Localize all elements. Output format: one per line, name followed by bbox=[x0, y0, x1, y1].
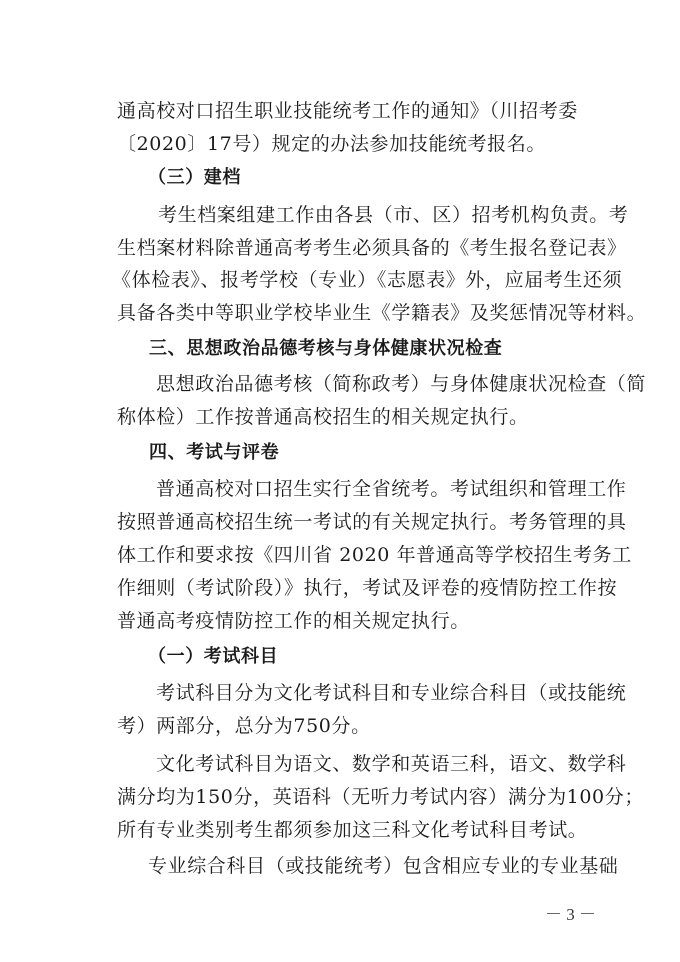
section-heading: 三、思想政治品德考核与身体健康状况检查 bbox=[149, 338, 503, 359]
text-line: 具备各类中等职业学校毕业生《学籍表》及奖惩情况等材料。 bbox=[117, 302, 647, 324]
text-line: 思想政治品德考核（简称政考）与身体健康状况检查（简 bbox=[156, 373, 647, 395]
text-line: 通高校对口招生职业技能统考工作的通知》（川招考委 bbox=[117, 100, 578, 122]
text-line: 考试科目分为文化考试科目和专业综合科目（或技能统 bbox=[156, 682, 627, 704]
text-line: 称体检）工作按普通高校招生的相关规定执行。 bbox=[117, 406, 529, 428]
text-line: 考生档案组建工作由各县（市、区）招考机构负责。考 bbox=[158, 204, 629, 226]
text-line: 普通高考疫情防控工作的相关规定执行。 bbox=[117, 610, 470, 632]
text-line: 体工作和要求按《四川省 2020 年普通高等学校招生考务工 bbox=[117, 544, 632, 566]
text-line: 〔2020〕17号）规定的办法参加技能统考报名。 bbox=[117, 133, 546, 155]
section-heading: （一）考试科目 bbox=[148, 646, 279, 667]
text-line: 所有专业类别考生都须参加这三科文化考试科目考试。 bbox=[117, 819, 588, 841]
section-heading: 四、考试与评卷 bbox=[149, 442, 280, 463]
text-line: 文化考试科目为语文、数学和英语三科，语文、数学科 bbox=[156, 753, 627, 775]
text-line: 考）两部分，总分为750分。 bbox=[117, 715, 371, 737]
text-line: 满分均为150分，英语科（无听力考试内容）满分为100分； bbox=[117, 786, 644, 808]
text-line: 按照普通高校招生统一考试的有关规定执行。考务管理的具 bbox=[117, 511, 627, 533]
text-line: 生档案材料除普通高考考生必须具备的《考生报名登记表》 bbox=[117, 237, 627, 259]
section-heading: （三）建档 bbox=[148, 167, 241, 188]
page-number: － 3 － bbox=[545, 905, 596, 924]
text-line: 普通高校对口招生实行全省统考。考试组织和管理工作 bbox=[156, 478, 627, 500]
text-line: 作细则（考试阶段）》执行，考试及评卷的疫情防控工作按 bbox=[117, 577, 618, 599]
text-line: 专业综合科目（或技能统考）包含相应专业的专业基础 bbox=[148, 855, 619, 877]
text-line: 《体检表》、报考学校（专业）《志愿表》外，应届考生还须 bbox=[112, 269, 623, 291]
